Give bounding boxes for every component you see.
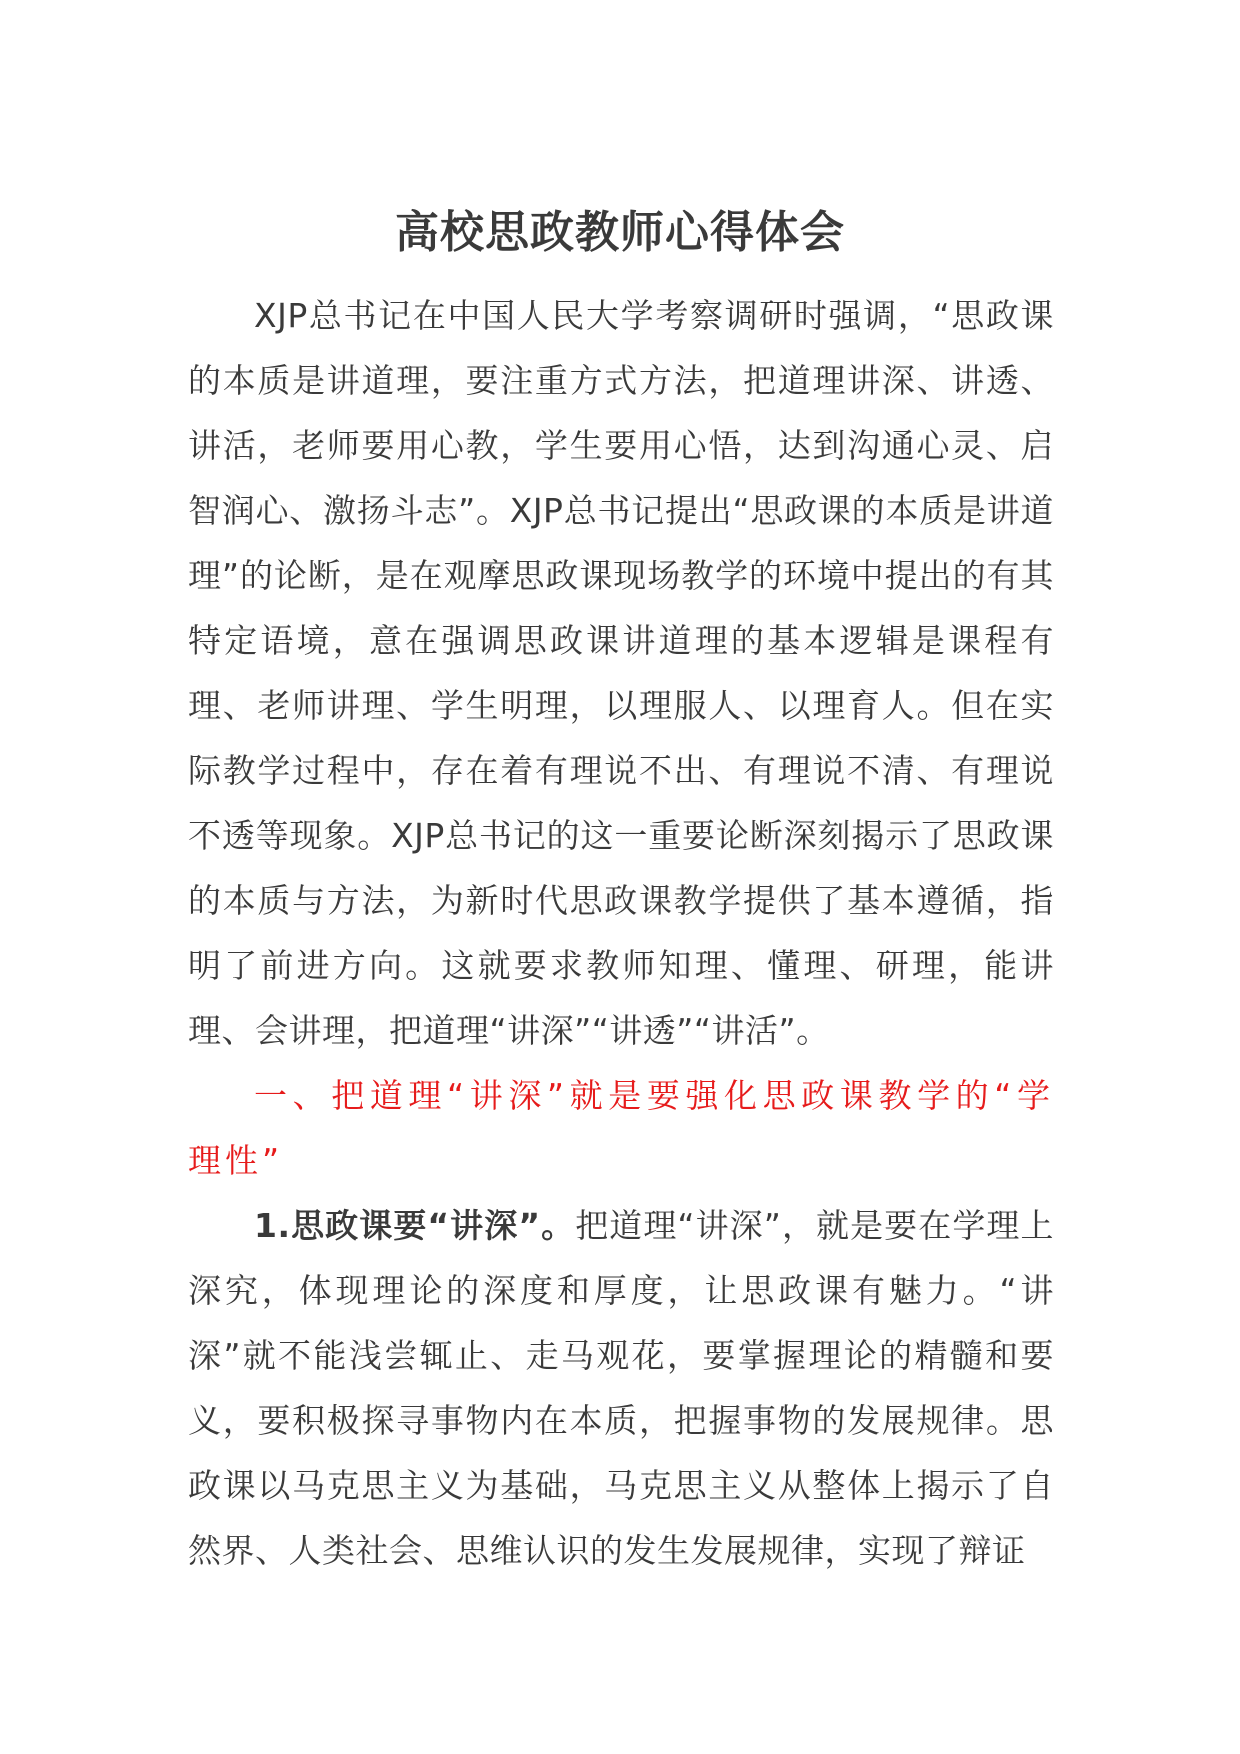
- document-body: [188, 283, 1054, 1583]
- paragraph-lead-bold: 1.思政课要“讲深”。: [254, 1206, 576, 1245]
- body-paragraph-2: [188, 1193, 1054, 1583]
- section-heading-1: 一、把道理“讲深”就是要强化思政课教学的“学理性”: [188, 1076, 1054, 1180]
- document-title: 高校思政教师心得体会: [395, 207, 845, 258]
- paragraph-2-text: 把道理“讲深”，就是要在学理上深究，体现理论的深度和厚度，让思政课有魅力。“讲深”就不能浅尝辄止、走马观花，要掌握理论的精髓和要义，要积极探寻事物内在本质，把握事物的发展规律。思政课以马克思主义为基础，马克思主义从整体上揭示了自然界、人类社会、思维认识的发生发展规律，实现了辩证: [188, 1206, 1055, 1570]
- intro-paragraph: XJP总书记在中国人民大学考察调研时强调，“思政课的本质是讲道理，要注重方式方法，把道理讲深、讲透、讲活，老师要用心教，学生要用心悟，达到沟通心灵、启智润心、激扬斗志”。XJP总书记提出“思政课的本质是讲道理”的论断，是在观摩思政课现场教学的环境中提出的有其特定语境，意在强调思政课讲道理的基本逻辑是课程有理、老师讲理、学生明理，以理服人、以理育人。但在实际教学过程中，存在着有理说不出、有理说不清、有理说不透等现象。XJP总书记的这一重要论断深刻揭示了思政课的本质与方法，为新时代思政课教学提供了基本遵循，指明了前进方向。这就要求教师知理、懂理、研理，能讲理、会讲理，把道理“讲深”“讲透”“讲活”。: [188, 296, 1054, 1050]
